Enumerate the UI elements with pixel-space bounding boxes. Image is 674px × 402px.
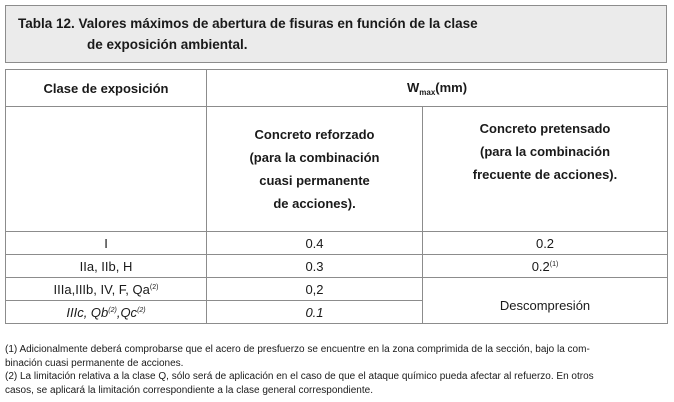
subheader-line: cuasi permanente [259,173,370,188]
subheader-line: de acciones). [273,196,356,211]
footnote-line: binación cuasi permanente de acciones. [5,357,184,369]
footnote-ref: (2) [137,306,146,314]
footnote-ref: (1) [549,260,559,268]
subheader-concreto-pretensado [423,107,668,232]
table-row [6,278,668,301]
crack-width-table [5,69,668,324]
cell-pretensado: 0.2 [423,232,668,255]
cell-descompresion: Descompresión [423,278,668,324]
subheader-empty [6,107,207,232]
cell-reforzado: 0,2 [207,278,423,301]
header-row [6,70,668,107]
subheader-line: Concreto pretensado [479,121,611,136]
subheader-line: (para la combinación [479,144,611,159]
table-title-line-2: de exposición ambiental. [87,37,248,52]
footnote-line: (2) La limitación relativa a la clase Q, sólo será de aplicación en el caso de que el ataque químico pueda afectar al refuerzo. En otros [5,371,594,382]
footnote-ref: (2) [108,306,117,314]
cell-clase-value: IIIa,IIIb, IV, F, Qa [53,281,150,297]
cell-clase [6,278,207,301]
cell-clase [6,301,207,324]
subheader-line: frecuente de acciones). [472,167,618,182]
header-clase-exposicion: Clase de exposición [6,70,207,107]
footnotes [5,343,669,397]
cell-clase: I [6,232,207,255]
cell-clase-value-a: IIIc, Qb [66,304,109,320]
table-title-box [5,5,667,63]
cell-pretensado [423,255,668,278]
wmax-subscript: max [419,87,436,97]
subheader-line: Concreto reforzado [254,127,375,142]
subheader-concreto-reforzado [207,107,423,232]
cell-reforzado: 0.1 [207,301,423,324]
table-title-line-1: Tabla 12. Valores máximos de abertura de fisuras en función de la clase [18,16,478,31]
cell-clase: IIa, IIb, H [6,255,207,278]
header-wmax [207,70,668,107]
wmax-unit: (mm) [435,79,468,95]
table-row [6,232,668,255]
cell-reforzado: 0.3 [207,255,423,278]
table-row [6,255,668,278]
table-frame [5,5,667,339]
footnote-line: casos, se aplicará la limitación correspondiente a la clase general correspondiente. [5,384,373,396]
cell-pretensado-value: 0.2 [531,258,550,274]
cell-clase-value-b: ,Qc [116,304,138,320]
cell-reforzado: 0.4 [207,232,423,255]
footnote-line: (1) Adicionalmente deberá comprobarse que el acero de presfuerzo se encuentre en la zona comprimida de la sección, bajo la com- [5,344,590,355]
subheader-line: (para la combinación [249,150,380,165]
footnote-ref: (2) [149,283,159,291]
wmax-symbol: W [406,79,420,95]
subheader-row [6,107,668,232]
